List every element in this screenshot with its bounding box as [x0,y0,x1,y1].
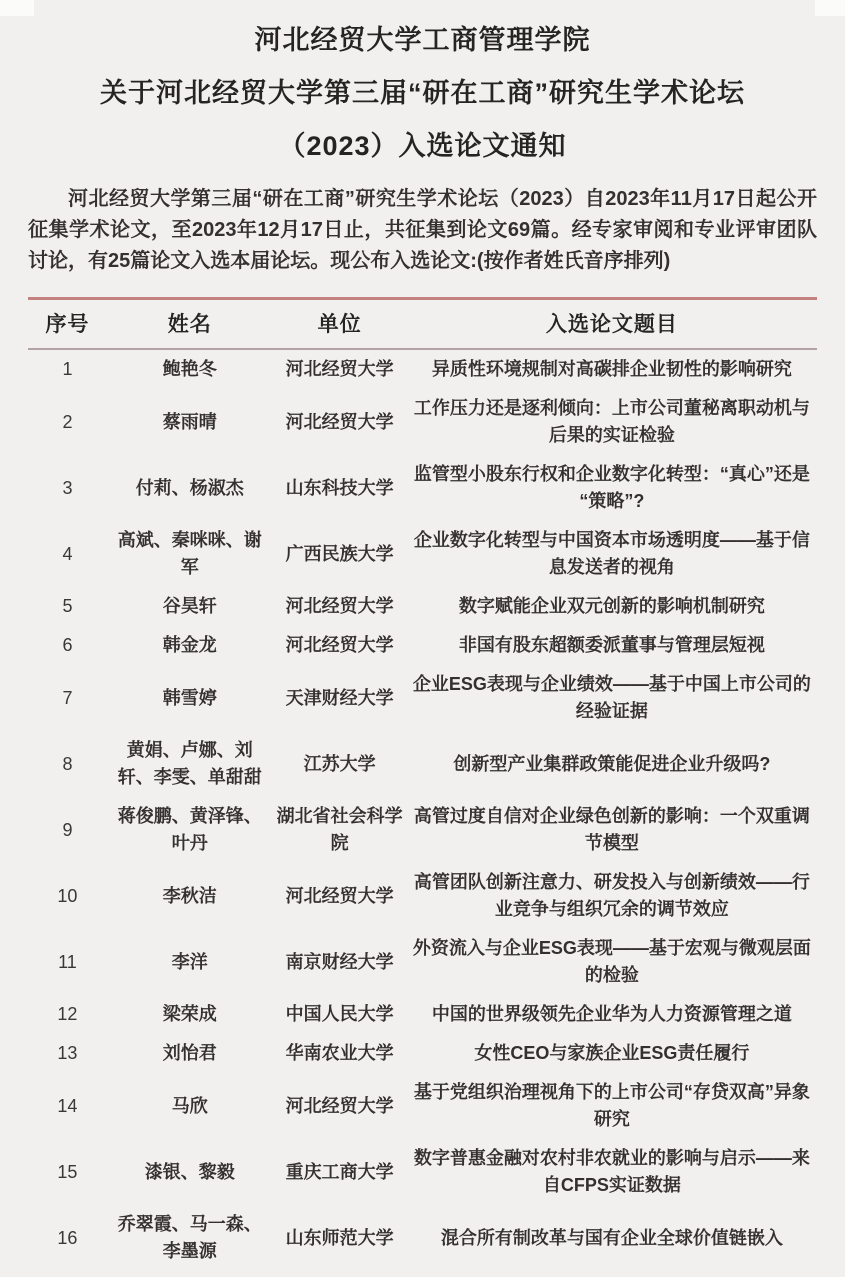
table-row [28,665,817,731]
table-row [28,1034,817,1073]
row-authors: 鲍艳冬 [162,359,217,379]
row-seq: 16 [57,1227,78,1248]
header-seq: 序号 [45,313,90,336]
row-seq: 12 [57,1004,78,1024]
row-authors: 黄娟、卢娜、刘轩、李雯、单甜甜 [117,740,262,787]
row-seq: 4 [62,543,73,564]
intro-paragraph: 河北经贸大学第三届“研在工商”研究生学术论坛（2023）自2023年11月17日起公开征集学术论文，至2023年12月17日止，共征集到论文69篇。经专家审阅和专业评审团队讨论，有25篇论文入选本届论坛。现公布入选论文:(按作者姓氏音序排列) [28,188,817,272]
table-row [28,731,817,797]
table-row [28,929,817,995]
row-paper-title: 女性CEO与家族企业ESG责任履行 [474,1043,750,1063]
header-authors: 姓名 [167,313,212,336]
row-org: 河北经贸大学 [285,359,394,379]
row-authors: 梁荣成 [162,1004,217,1024]
table-row [28,626,817,665]
table-row [28,1139,817,1205]
row-seq: 14 [57,1095,78,1116]
row-org: 河北经贸大学 [285,635,394,655]
row-seq: 3 [62,477,73,498]
row-paper-title: 监管型小股东行权和企业数字化转型：“真心”还是“策略”? [413,464,810,511]
row-seq: 7 [62,687,73,708]
table-row [28,1073,817,1139]
row-paper-title: 工作压力还是逐利倾向：上市公司董秘离职动机与后果的实证检验 [413,398,810,445]
row-paper-title: 高管过度自信对企业绿色创新的影响：一个双重调节模型 [413,806,810,853]
table-row [28,587,817,626]
table-header [28,299,817,350]
scan-artifact-top-right [815,0,845,16]
row-authors: 韩金龙 [162,635,217,655]
table-row [28,797,817,863]
row-seq: 6 [62,635,73,655]
row-seq: 5 [62,596,73,616]
row-authors: 马欣 [171,1095,208,1116]
row-paper-title: 数字普惠金融对农村非农就业的影响与启示——来自CFPS实证数据 [413,1148,810,1195]
row-paper-title: 混合所有制改革与国有企业全球价值链嵌入 [440,1227,783,1248]
document-title-line-2: 关于河北经贸大学第三届“研在工商”研究生学术论坛 [100,78,745,108]
row-org: 河北经贸大学 [285,596,394,616]
row-authors: 乔翠霞、马一森、李墨源 [117,1214,262,1261]
row-org: 山东科技大学 [285,477,394,498]
document-title-line-1: 河北经贸大学工商管理学院 [254,25,591,55]
row-org: 天津财经大学 [285,687,394,708]
row-seq: 8 [62,753,73,774]
paper-table-body [28,349,817,1271]
row-authors: 蒋俊鹏、黄泽锋、叶丹 [117,806,262,853]
row-org: 河北经贸大学 [285,411,394,432]
row-paper-title: 企业ESG表现与企业绩效——基于中国上市公司的经验证据 [412,674,811,721]
table-row [28,1205,817,1271]
row-seq: 13 [57,1043,78,1063]
row-seq: 9 [62,819,73,840]
row-org: 河北经贸大学 [285,885,394,906]
row-org: 广西民族大学 [285,543,394,564]
document-title-block [28,12,817,173]
row-seq: 15 [57,1161,78,1182]
header-paper-title: 入选论文题目 [545,313,678,336]
row-paper-title: 中国的世界级领先企业华为人力资源管理之道 [431,1004,792,1024]
table-row [28,521,817,587]
row-org: 江苏大学 [303,753,376,774]
row-org: 山东师范大学 [285,1227,394,1248]
row-org: 南京财经大学 [285,951,394,972]
table-row [28,389,817,455]
row-authors: 蔡雨晴 [162,411,217,432]
row-paper-title: 数字赋能企业双元创新的影响机制研究 [458,596,765,616]
document-title-line-3: （2023）入选论文通知 [278,131,567,161]
row-paper-title: 基于党组织治理视角下的上市公司“存贷双高”异象研究 [413,1082,810,1129]
row-paper-title: 外资流入与企业ESG表现——基于宏观与微观层面的检验 [412,938,811,985]
row-paper-title: 高管团队创新注意力、研发投入与创新绩效——行业竞争与组织冗余的调节效应 [413,872,810,919]
row-paper-title: 创新型产业集群政策能促进企业升级吗? [453,753,771,774]
table-row [28,863,817,929]
row-org: 华南农业大学 [285,1043,394,1063]
header-org: 单位 [317,313,362,336]
row-authors: 韩雪婷 [162,687,217,708]
row-authors: 李秋洁 [162,885,217,906]
row-authors: 高斌、秦咪咪、谢军 [117,530,262,577]
selected-papers-table [28,297,817,1271]
row-authors: 漆银、黎毅 [144,1161,235,1182]
row-org: 湖北省社会科学院 [276,806,403,853]
row-paper-title: 非国有股东超额委派董事与管理层短视 [458,635,765,655]
table-row [28,455,817,521]
row-authors: 付莉、杨淑杰 [135,477,244,498]
row-authors: 李洋 [171,951,208,972]
table-row [28,349,817,389]
row-seq: 10 [57,885,78,906]
row-org: 河北经贸大学 [285,1095,394,1116]
scan-artifact-top-left [0,0,34,16]
row-paper-title: 异质性环境规制对高碳排企业韧性的影响研究 [431,359,792,379]
table-row [28,995,817,1034]
row-paper-title: 企业数字化转型与中国资本市场透明度——基于信息发送者的视角 [413,530,810,577]
row-seq: 2 [62,411,73,432]
row-authors: 刘怡君 [162,1043,217,1063]
row-seq: 11 [58,951,77,972]
row-org: 重庆工商大学 [285,1161,394,1182]
row-authors: 谷昊轩 [162,596,217,616]
selected-papers-table-wrap [28,297,817,1271]
row-org: 中国人民大学 [285,1004,394,1024]
row-seq: 1 [62,359,73,379]
